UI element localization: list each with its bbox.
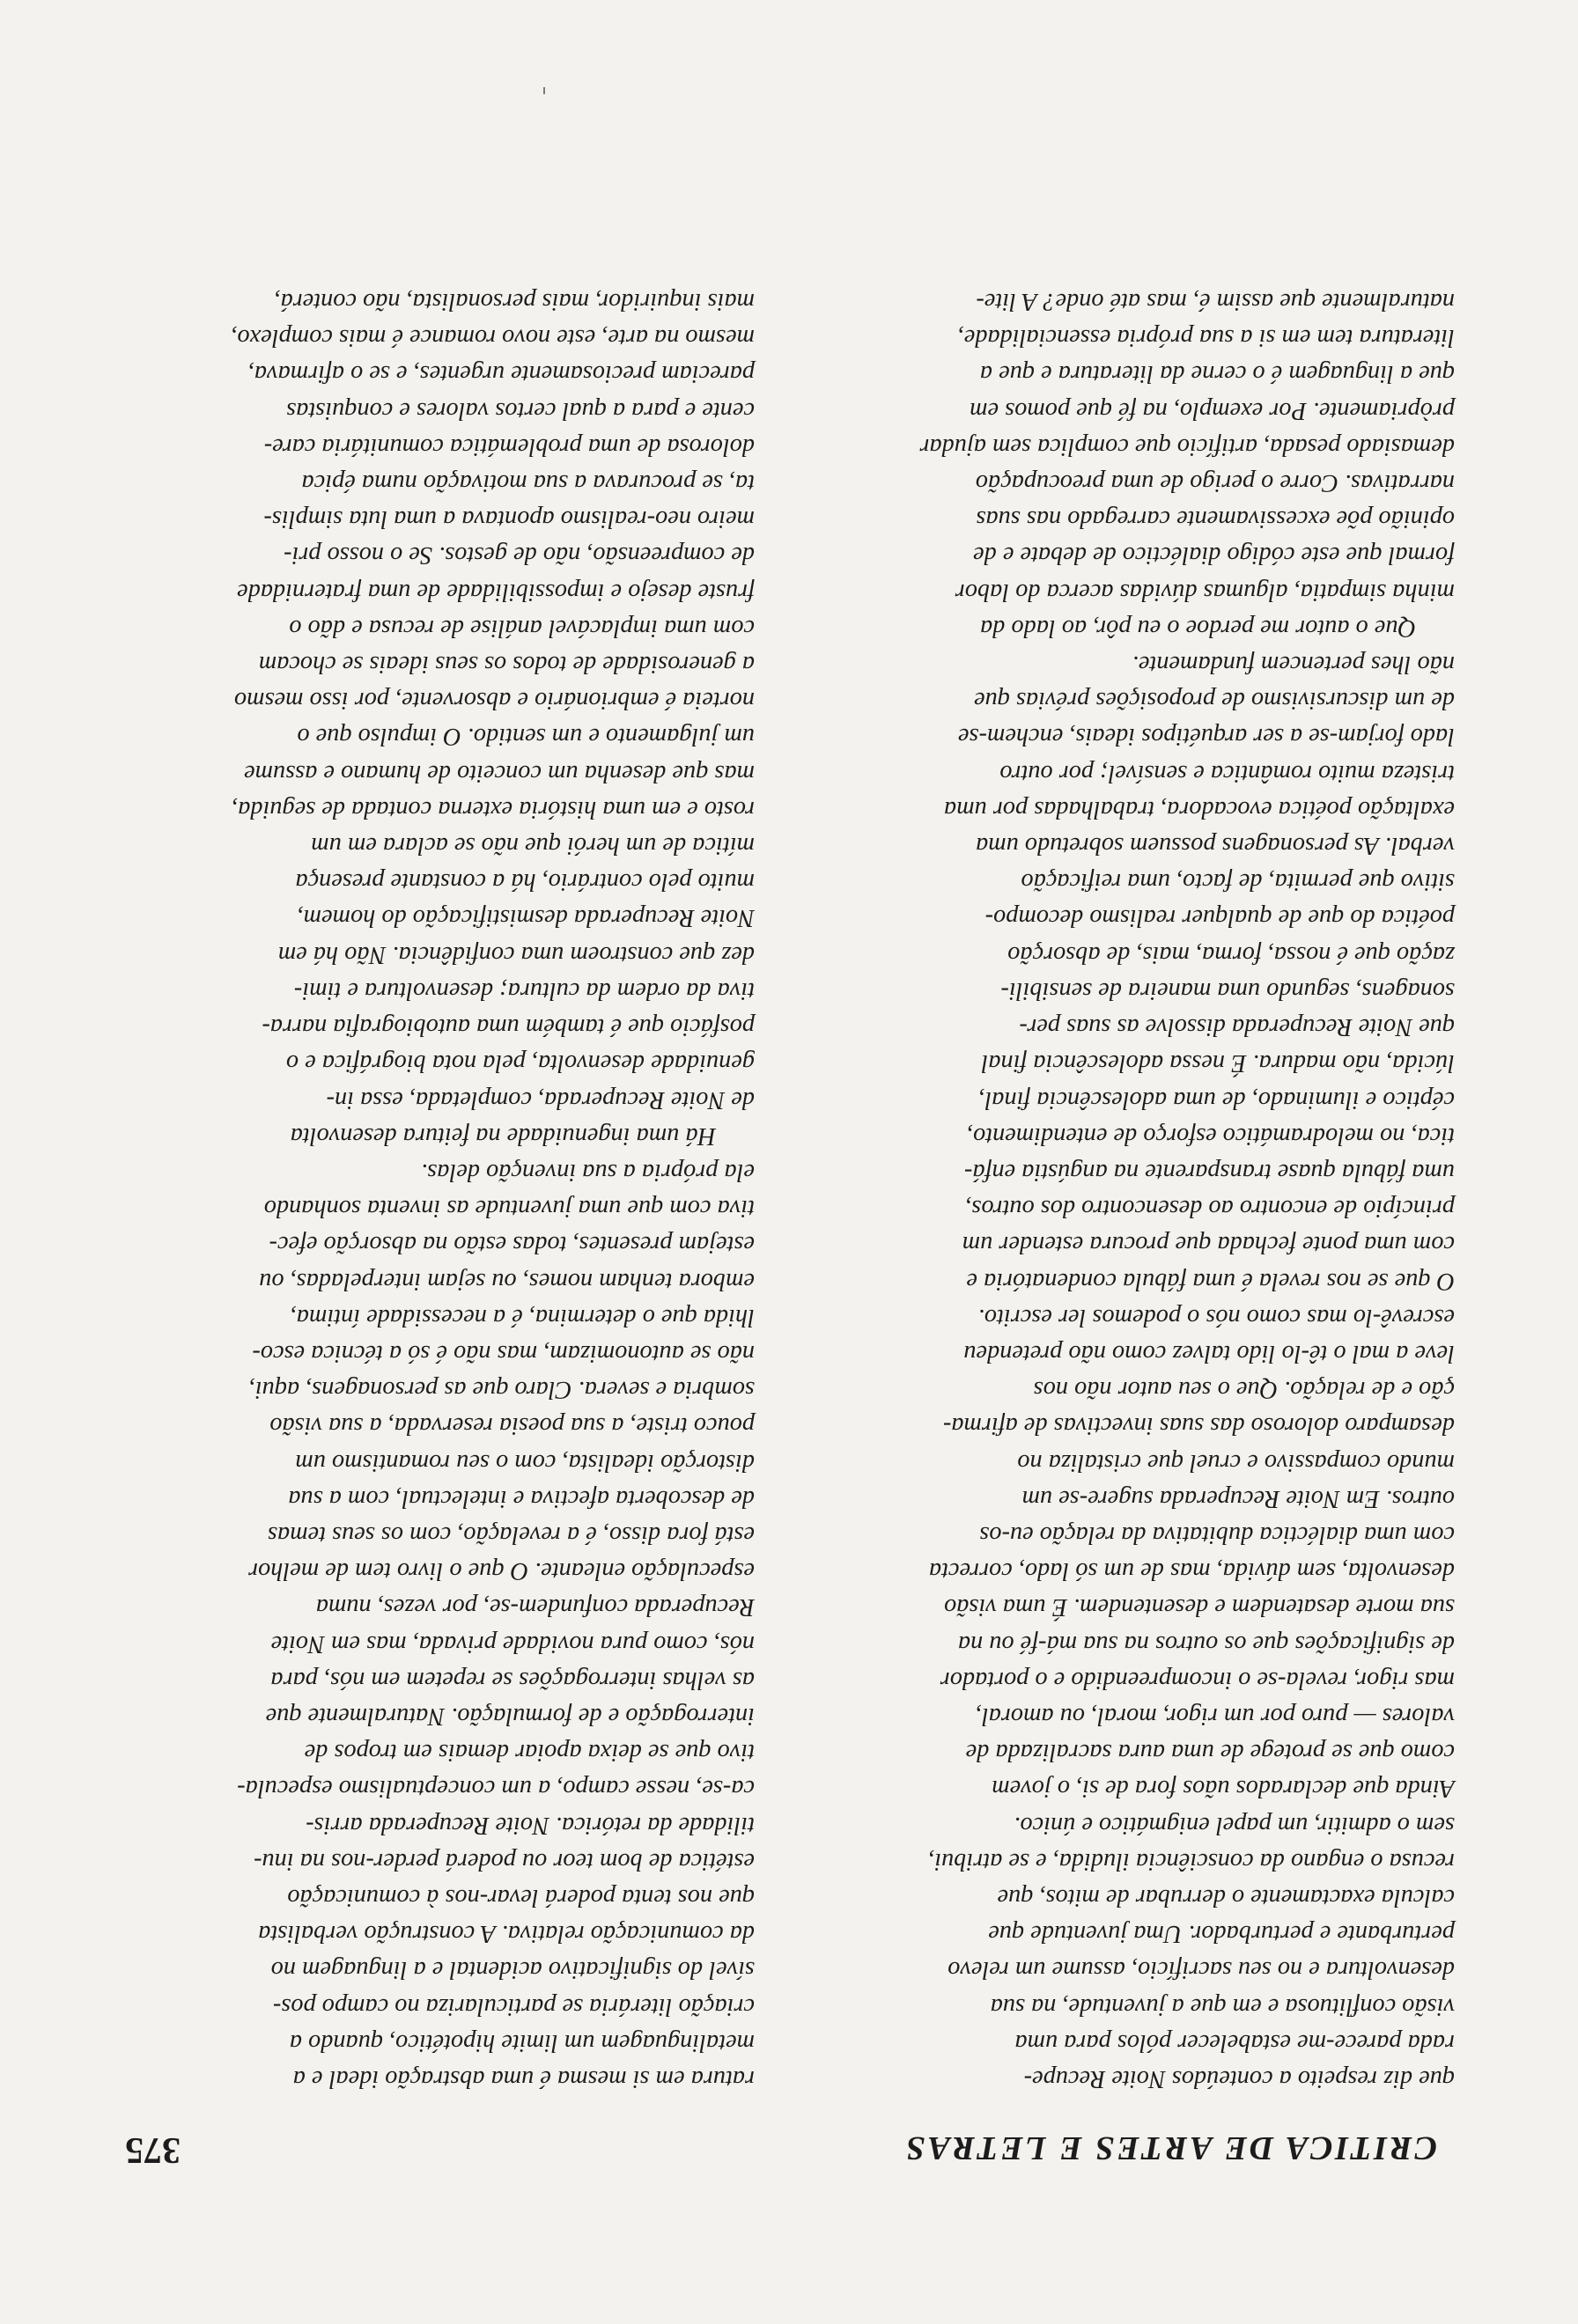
text-line: lhida que o determina, é a necessidade íntima, xyxy=(290,1303,755,1331)
text-line: sombria e severa. Claro que as personagens, aqui, xyxy=(248,1376,755,1404)
text-line: mítica de um herói que não se aclara em um xyxy=(311,832,755,860)
text-line: sonagens, segundo uma maneira de sensibili- xyxy=(1000,976,1455,1004)
text-line: exaltação poética evocadora, trabalhadas por uma xyxy=(944,795,1455,823)
text-line: princípio de encontro ao desencontro dos outros, xyxy=(965,1195,1455,1223)
left-column xyxy=(821,283,1455,2097)
text-line: com uma dialéctica dubitativa da relação eu-os xyxy=(979,1520,1455,1548)
text-line: de um discursivismo de proposições prévias que xyxy=(974,687,1455,715)
text-line: estética de bom teor ou poderá perder-nos na inu- xyxy=(254,1847,755,1875)
text-line: estejam presentes, todas estão na absorção efec- xyxy=(269,1231,755,1259)
text-line: não se autonomizam, mas não é só a técnica esco- xyxy=(252,1339,755,1367)
text-line: desenvoltura e no seu sacrifício, assume um relevo xyxy=(948,1956,1455,1984)
right-column xyxy=(121,283,755,2097)
text-line: meiro neo-realismo apontava a uma luta simplis- xyxy=(263,505,755,533)
text-line: a generosidade de todos os seus ideais se chocam xyxy=(258,651,755,679)
text-line: desenvolta, sem dúvida, mas de um só lado, correcta xyxy=(928,1557,1455,1585)
page-number: 375 xyxy=(125,2129,181,2170)
text-line: O que se nos revela é uma fábula condenatória e xyxy=(966,1267,1455,1295)
text-line: de descoberta afectiva e intelectual, com a sua xyxy=(288,1484,755,1512)
text-line: calcula exactamente o derrubar de mitos, que xyxy=(997,1883,1455,1911)
text-line: está fora disso, é a revelação, com os seus temas xyxy=(267,1520,755,1548)
text-line: ela própria a sua invenção delas. xyxy=(421,1158,755,1186)
text-line: da comunicação relativa. A construção verbalista xyxy=(258,1920,755,1948)
text-line: visão conflituosa e em que a juventude, na sua xyxy=(990,1992,1455,2020)
text-line: como que se protege de uma aura sacralizada de xyxy=(965,1739,1455,1767)
text-line: zação que é nossa, forma, mais, de absorção xyxy=(1007,940,1455,968)
text-line: uma fábula quase transparente na angústia enfá- xyxy=(964,1158,1455,1186)
text-line: Noite Recuperada desmistificação do homem, xyxy=(297,904,755,932)
text-line: tilidade da retórica. Noite Recuperada arris- xyxy=(306,1811,755,1839)
text-line: dez que constroem uma confidência. Não há em xyxy=(277,940,755,968)
text-line: metalinguagem um limite hipotético, quando a xyxy=(289,2028,755,2056)
text-line: fruste desejo e impossibilidade de uma fraternidade xyxy=(237,577,755,606)
text-line: rada parece-me estabelecer pólos para uma xyxy=(1014,2028,1455,2056)
text-line: lado forjam-se a ser arquétipos ideais, enchem-se xyxy=(957,723,1455,751)
text-line: Que o autor me perdoe o eu pôr, ao lado da xyxy=(980,614,1416,642)
text-line: de significações que os outros na sua má-fé ou na xyxy=(957,1629,1455,1658)
text-line: que nos tenta poderá levar-nos à comunicação xyxy=(287,1883,755,1911)
text-line: céptico e iluminado, de uma adolescência final, xyxy=(978,1085,1455,1114)
text-line: pareciam preciosamente urgentes, e se o afirmava, xyxy=(247,360,755,388)
text-line: um julgamento e um sentido. O impulso que o xyxy=(297,723,755,751)
running-head: CRITICA DE ARTES E LETRAS xyxy=(903,2129,1437,2166)
page-header xyxy=(125,2114,1437,2176)
text-line: recusa o engano da consciência iludida, e se atribui, xyxy=(928,1847,1455,1875)
text-line: que diz respeito a conteúdos Noite Recupe- xyxy=(1023,2065,1455,2092)
text-line: pròpriamente. Por exemplo, na fé que pomos em xyxy=(970,396,1455,424)
text-line: escrevê-lo mas como nós o podemos ler escrito. xyxy=(977,1303,1455,1331)
text-line: ratura em si mesma é uma abstração ideal e a xyxy=(292,2065,755,2092)
text-line: tiva da ordem da cultura; desenvoltura e timi- xyxy=(293,976,755,1004)
text-line: mas rigor, revela-se o incompreendido e o portador xyxy=(940,1666,1455,1694)
text-line: embora tenham nomes, ou sejam interpeladas, ou xyxy=(259,1267,755,1295)
text-line: sível do significativo acidental e a linguagem no xyxy=(270,1956,755,1984)
text-line: lúcida, não madura. É nessa adolescência final xyxy=(981,1049,1455,1077)
ink-speck xyxy=(543,87,545,94)
text-line: nós, como pura novidade privada, mas em Noite xyxy=(270,1629,755,1658)
text-line: Ainda que declarados uãos fora de si, o jovem xyxy=(992,1775,1455,1803)
text-line: ta, se procurava a sua motivação numa épica xyxy=(301,469,755,497)
text-line: literatura tem em si a sua própria essencialidade, xyxy=(957,324,1455,352)
text-line: sua morte desatendem e desentendem. É uma visão xyxy=(944,1593,1455,1622)
text-line: não lhes pertencem fundamente. xyxy=(1132,651,1455,679)
text-line: mundo compassivo e cruel que cristaliza no xyxy=(1017,1448,1455,1476)
text-line: perturbante e perturbador. Uma juventude que xyxy=(988,1920,1455,1948)
text-line: formal que este código dialéctico de debate e de xyxy=(973,541,1455,570)
text-line: norteia é embrionário e absorvente, por isso mesmo xyxy=(233,687,755,715)
text-line: opinião põe excessivamente carregado nas suas xyxy=(976,505,1455,533)
text-line: minha simpatia, algumas dúvidas acerca do labor xyxy=(955,577,1455,606)
text-line: dolorosa de uma problemática comunitária care- xyxy=(263,432,755,460)
text-line: de compreensão, não de gestos. Se o nosso pri- xyxy=(284,541,755,570)
text-line: posfácio que é também uma autobiografia narra- xyxy=(262,1013,755,1041)
text-line: Há uma ingenuidade na feitura desenvolta xyxy=(290,1122,716,1150)
text-line: naturalmente que assim é, mas até onde? A lite- xyxy=(976,288,1455,316)
text-line: mas que desenha um conceito de humano e assume xyxy=(244,759,755,787)
text-line: ção e de relação. Que o seu autor não nos xyxy=(1033,1376,1455,1404)
text-line: narrativas. Corre o perigo de uma preocupação xyxy=(975,469,1455,497)
text-line: Recuperada confundem-se, por vezes, numa xyxy=(315,1593,755,1622)
text-line: tiva com que uma juventude as inventa sonhando xyxy=(263,1195,755,1223)
text-line: muito pelo contrário, há a constante presença xyxy=(295,868,755,896)
text-line: com uma implacável análise de recusa e dão o xyxy=(289,614,755,642)
text-line: demasiado pesada, artifício que complica sem ajudar xyxy=(919,432,1455,460)
text-line: ca-se, nesse campo, a um conceptualismo especula- xyxy=(237,1775,755,1803)
text-line: interrogação e de formulação. Naturalmente que xyxy=(265,1702,755,1730)
text-line: que a linguagem é o cerne da literatura e que a xyxy=(979,360,1455,388)
text-line: com uma ponte fechada que procura estender um xyxy=(962,1231,1455,1259)
text-line: outros. Em Noite Recuperada sugere-se um xyxy=(1021,1484,1455,1512)
text-line: especulação enleante. O que o livro tem de melhor xyxy=(248,1557,755,1585)
text-line: mais inquiridor, mais personalista, não conterá, xyxy=(274,288,755,316)
text-line: mesmo na arte, este novo romance é mais complexo, xyxy=(231,324,755,352)
text-line: que Noite Recuperada dissolve as suas per- xyxy=(1019,1013,1455,1041)
text-line: tica, no melodramático esforço de entendimento, xyxy=(966,1122,1455,1150)
text-line: cente e para a qual certos valores e conquistas xyxy=(286,396,755,424)
text-line: sitivo que permita, de facto, uma reificação xyxy=(1021,868,1455,896)
text-line: de Noite Recuperada, completada, essa in- xyxy=(326,1085,755,1114)
text-line: as velhas interrogações se repetem em nós, para xyxy=(270,1666,755,1694)
text-line: leve a mal o tê-lo lido talvez como não pretendeu xyxy=(963,1339,1455,1367)
text-line: tristeza muito romântica e sensível; por outro xyxy=(999,759,1455,787)
text-line: rosto e em uma história externa contada de seguida, xyxy=(232,795,755,823)
text-line: desamparo doloroso das suas invectivas de afirma- xyxy=(942,1412,1455,1440)
text-line: verbal. As personagens possuem sobretudo uma xyxy=(976,832,1455,860)
text-line: criação literária se particulariza no campo pos- xyxy=(272,1992,755,2020)
text-line: valores — puro por um rigor, moral, ou amoral, xyxy=(975,1702,1455,1730)
text-line: poética do que de qualquer realismo decompo- xyxy=(984,904,1455,932)
text-line: tivo que se deixa apoiar demais em tropos de xyxy=(304,1739,755,1767)
text-line: sem o admitir, um papel enigmático e único. xyxy=(1014,1811,1455,1839)
text-line: pouco triste, a sua poesia reservada, a sua visão xyxy=(269,1412,755,1440)
text-line: genuidade desenvolta, pela nota biográfica e o xyxy=(285,1049,755,1077)
text-line: distorção idealista, com o seu romantismo um xyxy=(295,1448,755,1476)
